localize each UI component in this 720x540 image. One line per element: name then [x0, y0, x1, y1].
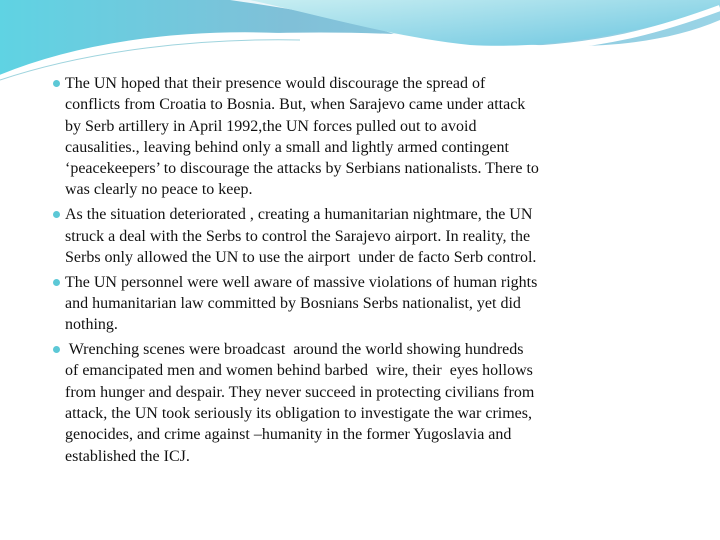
- bullet-text-line: of emancipated men and women behind barbed wire, their eyes hollows: [65, 362, 533, 380]
- bullet-text-line: nothing.: [65, 316, 118, 334]
- bullet-text-line: As the situation deteriorated , creating a humanitarian nightmare, the UN: [65, 206, 533, 224]
- bullet-icon: [53, 279, 60, 286]
- bullet-item: [44, 272, 624, 336]
- bullet-icon: [53, 211, 60, 218]
- bullet-text-line: The UN hoped that their presence would discourage the spread of: [65, 75, 486, 92]
- bullet-text-line: causalities., leaving behind only a small and lightly armed contingent: [65, 138, 509, 156]
- bullet-item: [44, 339, 624, 467]
- bullet-text-line: conflicts from Croatia to Bosnia. But, when Sarajevo came under attack: [65, 96, 526, 114]
- bullet-text-line: by Serb artillery in April 1992,the UN forces pulled out to avoid: [65, 117, 477, 135]
- bullet-text-line: struck a deal with the Serbs to control the Sarajevo airport. In reality, the: [65, 227, 531, 245]
- bullet-item: [44, 73, 624, 201]
- bullet-text-line: and humanitarian law committed by Bosnians Serbs nationalist, yet did: [65, 294, 521, 312]
- bullet-icon: [53, 346, 60, 353]
- bullet-text-line: The UN personnel were well aware of massive violations of human rights: [65, 273, 538, 291]
- bullet-text-line: genocides, and crime against –humanity in the former Yugoslavia and: [65, 426, 512, 444]
- bullet-text-line: from hunger and despair. They never succeed in protecting civilians from: [65, 383, 535, 401]
- bullet-text-line: ‘peacekeepers’ to discourage the attacks by Serbians nationalists. There to: [65, 160, 539, 178]
- bullet-text-line: Serbs only allowed the UN to use the airport under de facto Serb control.: [65, 248, 537, 266]
- bullet-icon: [53, 80, 60, 87]
- bullet-text-line: attack, the UN took seriously its obligation to investigate the war crimes,: [65, 404, 533, 422]
- bullet-item: [44, 204, 624, 268]
- bullet-text-line: was clearly no peace to keep.: [65, 181, 253, 199]
- bullet-text-line: established the ICJ.: [65, 447, 190, 465]
- bullet-text-line: Wrenching scenes were broadcast around the world showing hundreds: [65, 341, 524, 359]
- slide-body: [44, 73, 624, 470]
